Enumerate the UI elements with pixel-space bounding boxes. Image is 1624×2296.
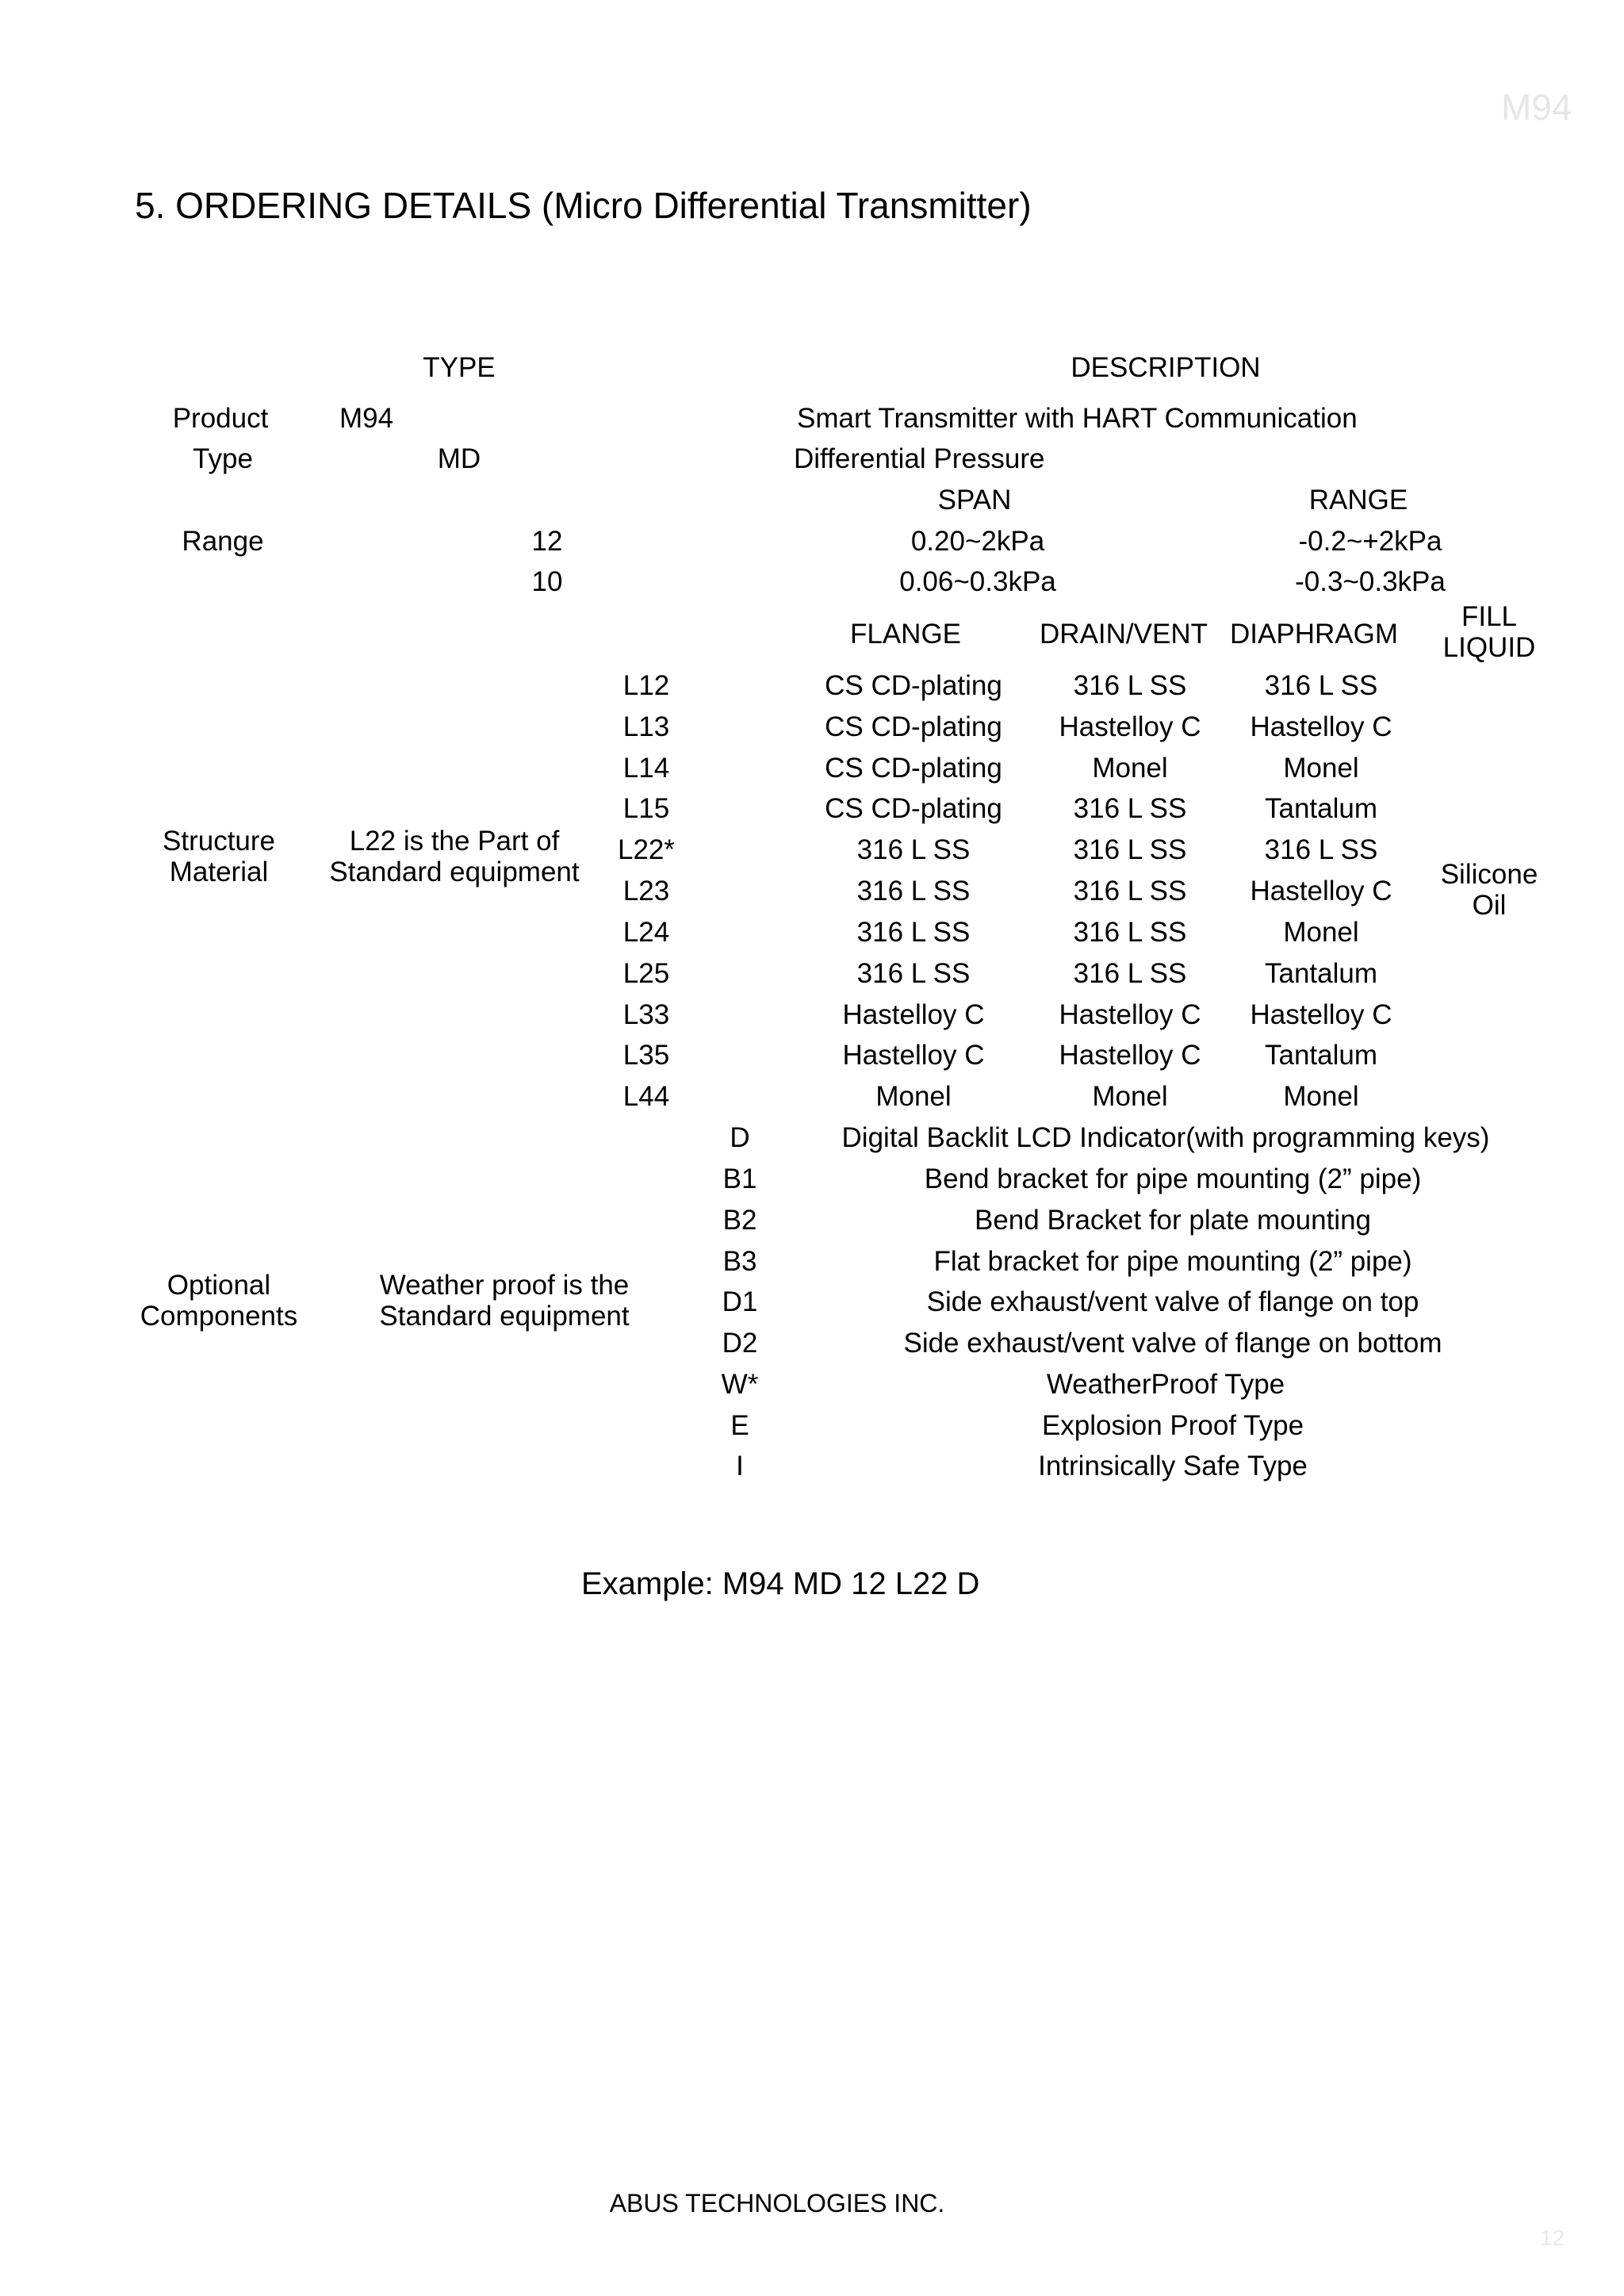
- drain-vent-value: 316 L SS: [1073, 670, 1187, 701]
- type-description: Differential Pressure: [794, 443, 1045, 474]
- flange-value: 316 L SS: [856, 917, 971, 948]
- option-description: WeatherProof Type: [1046, 1369, 1285, 1400]
- product-code: M94: [339, 403, 394, 434]
- diaphragm-value: Monel: [1283, 917, 1359, 948]
- diaphragm-value: Monel: [1283, 1081, 1359, 1112]
- option-description: Intrinsically Safe Type: [1038, 1451, 1308, 1481]
- structure-code: L25: [622, 958, 670, 989]
- span-header: SPAN: [937, 485, 1012, 516]
- range-span: 0.06~0.3kPa: [899, 566, 1056, 597]
- range-span: 0.20~2kPa: [910, 526, 1045, 557]
- structure-code: L13: [622, 711, 670, 742]
- drain-vent-value: 316 L SS: [1073, 958, 1187, 989]
- structure-code: L33: [622, 999, 670, 1030]
- option-code: B3: [722, 1246, 757, 1277]
- structure-code: L15: [622, 793, 670, 824]
- structure-code: L24: [622, 917, 670, 948]
- structure-note: L22 is the Part of Standard equipment: [329, 826, 580, 887]
- option-description: Flat bracket for pipe mounting (2” pipe): [933, 1246, 1412, 1277]
- diaphragm-value: Tantalum: [1264, 1040, 1378, 1071]
- fill-liquid-value: Silicone Oil: [1440, 859, 1538, 921]
- structure-code: L44: [622, 1081, 670, 1112]
- optional-components-label: Optional Components: [140, 1270, 298, 1332]
- flange-value: 316 L SS: [856, 876, 971, 907]
- drain-vent-value: Monel: [1092, 1081, 1168, 1112]
- range-code: 10: [531, 566, 563, 597]
- drain-vent-value: Hastelloy C: [1059, 1040, 1201, 1071]
- option-code: D: [730, 1122, 750, 1153]
- drain-vent-value: Monel: [1092, 753, 1168, 784]
- diaphragm-value: Monel: [1283, 753, 1359, 784]
- option-code: D2: [722, 1328, 758, 1359]
- type-label: Type: [193, 443, 253, 474]
- flange-value: 316 L SS: [856, 958, 971, 989]
- footer-company: ABUS TECHNOLOGIES INC.: [609, 2189, 945, 2217]
- drain-vent-value: 316 L SS: [1073, 834, 1187, 865]
- option-code: I: [736, 1451, 744, 1481]
- optional-note: Weather proof is the Standard equipment: [379, 1270, 630, 1332]
- structure-code: L22*: [617, 834, 676, 865]
- structure-code: L12: [622, 670, 670, 701]
- diaphragm-value: Hastelloy C: [1250, 999, 1392, 1030]
- flange-value: CS CD-plating: [825, 670, 1002, 701]
- fill-liquid-header: FILL LIQUID: [1442, 601, 1536, 663]
- drain-vent-header: DRAIN/VENT: [1040, 619, 1208, 650]
- ordering-example: Example: M94 MD 12 L22 D: [581, 1566, 980, 1601]
- diaphragm-value: 316 L SS: [1264, 670, 1378, 701]
- page-title: 5. ORDERING DETAILS (Micro Differential Transmitter): [135, 185, 1032, 226]
- type-code: MD: [437, 443, 481, 474]
- drain-vent-value: 316 L SS: [1073, 793, 1187, 824]
- option-description: Side exhaust/vent valve of flange on bottom: [903, 1328, 1442, 1359]
- diaphragm-value: Hastelloy C: [1250, 876, 1392, 907]
- flange-value: 316 L SS: [856, 834, 971, 865]
- flange-value: Hastelloy C: [842, 999, 985, 1030]
- option-description: Bend bracket for pipe mounting (2” pipe): [924, 1163, 1422, 1194]
- range-label: Range: [182, 526, 264, 557]
- option-code: B1: [722, 1163, 757, 1194]
- diaphragm-value: Tantalum: [1264, 793, 1378, 824]
- product-label: Product: [172, 403, 269, 434]
- structure-code: L14: [622, 753, 670, 784]
- drain-vent-value: 316 L SS: [1073, 917, 1187, 948]
- structure-code: L23: [622, 876, 670, 907]
- header-watermark: M94: [1501, 86, 1572, 128]
- flange-value: Monel: [875, 1081, 952, 1112]
- structure-code: L35: [622, 1040, 670, 1071]
- flange-value: CS CD-plating: [825, 753, 1002, 784]
- diaphragm-header: DIAPHRAGM: [1230, 619, 1398, 650]
- structure-material-label: Structure Material: [163, 826, 275, 887]
- flange-header: FLANGE: [849, 619, 962, 650]
- option-code: E: [730, 1410, 749, 1441]
- flange-value: CS CD-plating: [825, 793, 1002, 824]
- page-number: 12: [1540, 2225, 1565, 2250]
- option-description: Explosion Proof Type: [1041, 1410, 1304, 1441]
- drain-vent-value: 316 L SS: [1073, 876, 1187, 907]
- range-value: -0.3~0.3kPa: [1295, 566, 1446, 597]
- drain-vent-value: Hastelloy C: [1059, 999, 1201, 1030]
- option-description: Digital Backlit LCD Indicator(with programming keys): [841, 1122, 1490, 1153]
- range-header: RANGE: [1308, 485, 1408, 516]
- product-description: Smart Transmitter with HART Communication: [797, 403, 1358, 434]
- range-code: 12: [531, 526, 563, 557]
- drain-vent-value: Hastelloy C: [1059, 711, 1201, 742]
- option-code: D1: [722, 1286, 758, 1317]
- range-value: -0.2~+2kPa: [1298, 526, 1442, 557]
- option-code: B2: [722, 1205, 757, 1236]
- column-header-type: TYPE: [423, 352, 496, 383]
- diaphragm-value: 316 L SS: [1264, 834, 1378, 865]
- diaphragm-value: Tantalum: [1264, 958, 1378, 989]
- flange-value: Hastelloy C: [842, 1040, 985, 1071]
- option-code: W*: [721, 1369, 759, 1400]
- flange-value: CS CD-plating: [825, 711, 1002, 742]
- option-description: Side exhaust/vent valve of flange on top: [926, 1286, 1419, 1317]
- option-description: Bend Bracket for plate mounting: [974, 1205, 1372, 1236]
- column-header-description: DESCRIPTION: [1071, 352, 1261, 383]
- diaphragm-value: Hastelloy C: [1250, 711, 1392, 742]
